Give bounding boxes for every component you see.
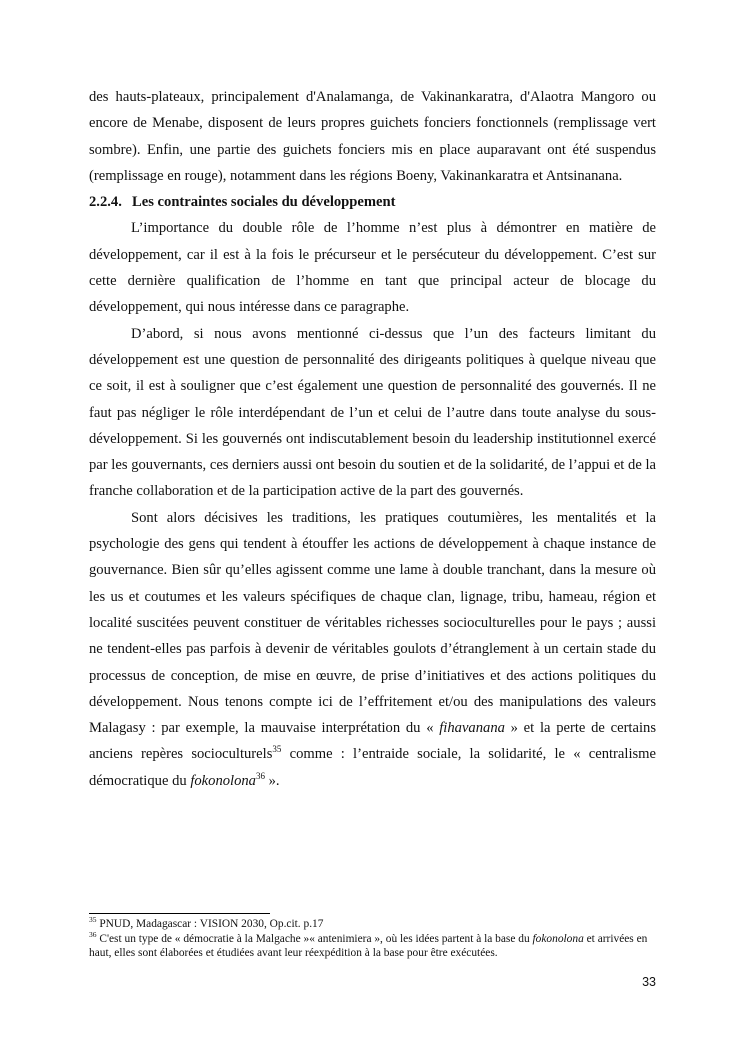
footnote-36-text-b: et arrivées en haut, elles sont élaborées et étudiées avant leur réexpédition à la base pour être exécutées. bbox=[89, 932, 648, 960]
footnote-ref-36[interactable]: 36 bbox=[255, 770, 265, 781]
footnote-36-text-a: C'est un type de « démocratie à la Malgache »« antenimiera », où les idées partent à la base du bbox=[96, 932, 533, 945]
section-number: 2.2.4. bbox=[89, 194, 122, 211]
paragraph-3-part-b: » et la perte de certains anciens repères socioculturels bbox=[89, 720, 656, 763]
paragraph-3 bbox=[89, 505, 656, 794]
page-body bbox=[89, 84, 656, 794]
paragraph-3-part-d: ». bbox=[264, 772, 280, 789]
footnote-36-term: fokonolona bbox=[532, 932, 584, 945]
footnote-36-number: 36 bbox=[89, 929, 97, 939]
term-fihavanana: fihavanana bbox=[439, 720, 505, 737]
footnote-35 bbox=[89, 917, 656, 932]
footnote-divider bbox=[89, 913, 270, 914]
paragraph-2: D’abord, si nous avons mentionné ci-dessus que l’un des facteurs limitant du développement est une question de personnalité des dirigeants politiques à quelque niveau que ce soit, il est à souligner que c’est également une question de personnalité des gouvernés. Il ne faut pas négliger le rôle interdépendant de l’un et celui de l’autre dans toute analyse du sous-développement. Si les gouvernés ont indiscutablement besoin du leadership institutionnel exercé par les gouvernants, ces derniers aussi ont besoin du soutien et de la solidarité, de l’appui et de la franche collaboration et de la participation active de la part des gouvernés. bbox=[89, 325, 656, 500]
paragraph-1: L’importance du double rôle de l’homme n’est plus à démontrer en matière de développement, car il est à la fois le précurseur et le persécuteur du développement. C’est sur cette dernière qualification de l’homme en tant que principal acteur de blocage du développement, qui nous intéresse dans ce paragraphe. bbox=[89, 220, 656, 316]
paragraph-intro: des hauts-plateaux, principalement d'Analamanga, de Vakinankaratra, d'Alaotra Mangoro ou encore de Menabe, disposent de leurs propres guichets fonciers fonctionnels (remplissage vert sombre). Enfin, une partie des guichets fonciers mis en place auparavant ont été suspendus (remplissage en rouge), notamment dans les régions Boeny, Vakinankaratra et Antsinanana. bbox=[89, 89, 656, 184]
footnote-ref-35[interactable]: 35 bbox=[272, 744, 282, 755]
footnote-36 bbox=[89, 929, 656, 961]
section-title: Les contraintes sociales du développement bbox=[132, 194, 396, 211]
footnote-35-text: PNUD, Madagascar : VISION 2030, Op.cit. p.17 bbox=[96, 918, 324, 930]
footnotes bbox=[89, 913, 656, 961]
term-fokonolona: fokonolona bbox=[190, 772, 256, 789]
footnote-35-number: 35 bbox=[89, 915, 97, 925]
paragraph-3-part-c: comme : l’entraide sociale, la solidarité, le « centralisme démocratique du bbox=[89, 746, 657, 789]
section-heading bbox=[89, 189, 656, 215]
paragraph-3-part-a: Sont alors décisives les traditions, les pratiques coutumières, les mentalités et la psychologie des gens qui tendent à étouffer les actions de développement à chaque instance de gouvernance. Bien sûr qu’elles agissent comme une lame à double tranchant, dans la mesure où les us et coutumes et les valeurs spécifiques de chaque clan, lignage, tribu, hameau, région et localité suscitées peuvent constituer de véritables richesses socioculturelles pour le pays ; aussi ne tendent-elles pas parfois à devenir de véritables goulots d’étranglement à un certain stade du processus de conception, de mise en œuvre, de prise d’initiatives et des actions politiques du développement. Nous tenons compte ici de l’effritement et/ou des manipulations des valeurs Malagasy : par exemple, la mauvaise interprétation du « bbox=[89, 509, 656, 737]
page-number: 33 bbox=[642, 975, 656, 989]
